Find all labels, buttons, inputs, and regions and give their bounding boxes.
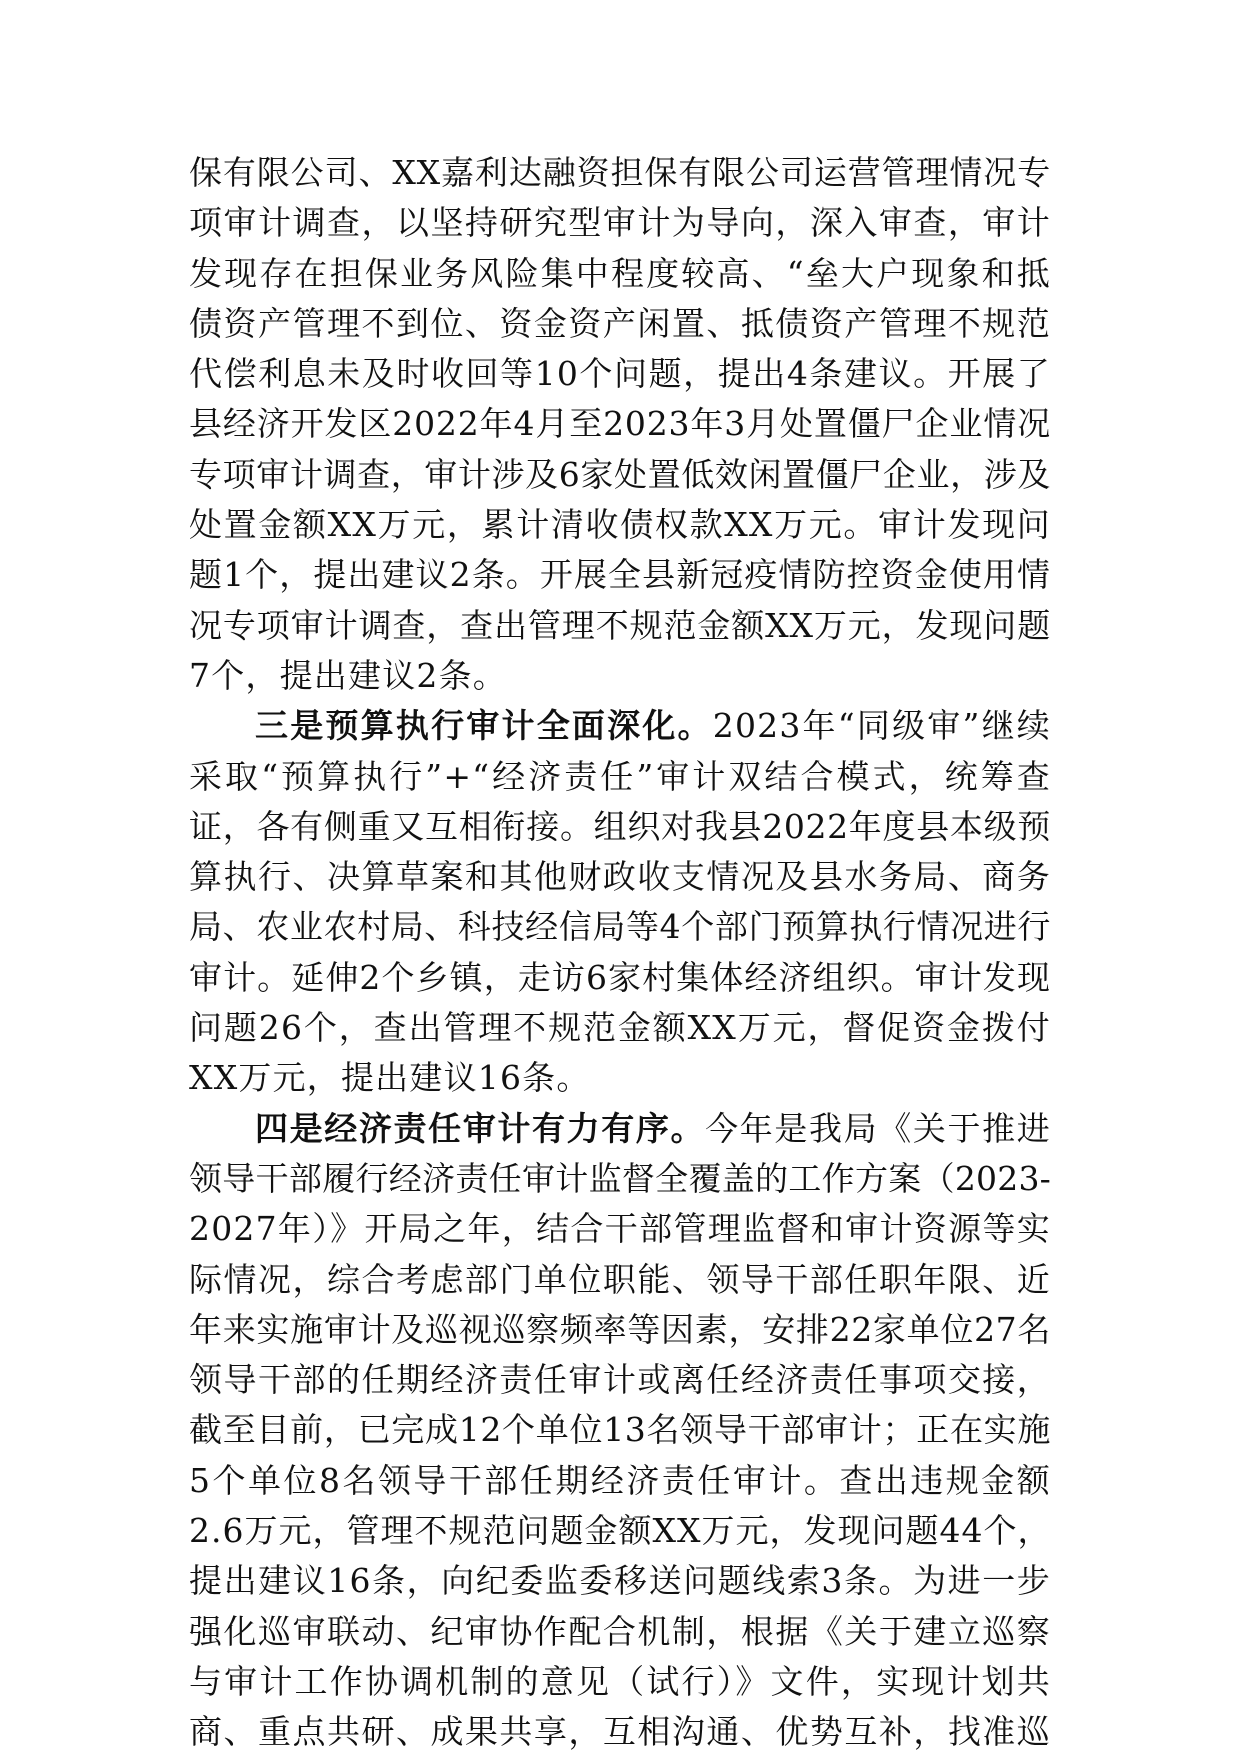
text-line: 与审计工作协调机制的意见（试行）》文件，实现计划共 [189,1661,1051,1701]
text-line: 况专项审计调查，查出管理不规范金额XX万元，发现问题 [189,605,1051,645]
text-line: 采取“预算执行”+“经济责任”审计双结合模式，统筹查 [189,756,1051,796]
text-line: 处置金额XX万元，累计清收债权款XX万元。审计发现问 [189,505,1051,545]
paragraph-economic-responsibility-audit [189,1104,1051,1758]
section-heading: 四是经济责任审计有力有序。 [255,1108,706,1148]
text-line: 代偿利息未及时收回等10个问题，提出4条建议。开展了 [189,354,1051,394]
text-line: 际情况，综合考虑部门单位职能、领导干部任职年限、近 [189,1259,1051,1299]
text-line: 年来实施审计及巡视巡察频率等因素，安排22家单位27名 [189,1309,1051,1349]
text-line: 局、农业农村局、科技经信局等4个部门预算执行情况进行 [189,907,1051,947]
text-line: 截至目前，已完成12个单位13名领导干部审计；正在实施 [189,1410,1051,1450]
text-line: 5个单位8名领导干部任期经济责任审计。查出违规金额 [189,1460,1051,1500]
text-line: 算执行、决算草案和其他财政收支情况及县水务局、商务 [189,857,1051,897]
paragraph-guarantee-audit [189,148,1051,701]
text-line: 2027年）》开局之年，结合干部管理监督和审计资源等实 [189,1209,1051,1249]
section-heading: 三是预算执行审计全面深化。 [255,706,713,746]
text-line [189,1104,1051,1154]
text-line: 证，各有侧重又互相衔接。组织对我县2022年度县本级预 [189,806,1051,846]
text-line: 发现存在担保业务风险集中程度较高、“垒大户现象和抵 [189,253,1051,293]
text-line [189,701,1051,751]
paragraph-budget-execution-audit [189,701,1051,1103]
text-line: 商、重点共研、成果共享，互相沟通、优势互补，找准巡 [189,1712,1051,1752]
text-line: 强化巡审联动、纪审协作配合机制，根据《关于建立巡察 [189,1611,1051,1651]
text-line: 领导干部的任期经济责任审计或离任经济责任事项交接， [189,1360,1051,1400]
text-line: 题1个，提出建议2条。开展全县新冠疫情防控资金使用情 [189,555,1051,595]
text-line: XX万元，提出建议16条。 [189,1058,591,1098]
text-segment: 今年是我局《关于推进 [705,1108,1051,1148]
text-line: 债资产管理不到位、资金资产闲置、抵债资产管理不规范 [189,303,1051,343]
text-line: 县经济开发区2022年4月至2023年3月处置僵尸企业情况 [189,404,1051,444]
text-line: 问题26个，查出管理不规范金额XX万元，督促资金拨付 [189,1008,1051,1048]
text-line: 专项审计调查，审计涉及6家处置低效闲置僵尸企业，涉及 [189,454,1051,494]
text-segment: 2023年“同级审”继续 [712,706,1051,746]
text-line: 7个，提出建议2条。 [189,655,507,695]
text-line: 项审计调查，以坚持研究型审计为导向，深入审查，审计 [189,203,1051,243]
text-line: 审计。延伸2个乡镇，走访6家村集体经济组织。审计发现 [189,957,1051,997]
text-line: 提出建议16条，向纪委监委移送问题线索3条。为进一步 [189,1561,1051,1601]
text-line: 领导干部履行经济责任审计监督全覆盖的工作方案（2023- [189,1158,1051,1198]
document-page [189,148,1051,1758]
text-line: 保有限公司、XX嘉利达融资担保有限公司运营管理情况专 [189,153,1051,192]
text-line: 2.6万元，管理不规范问题金额XX万元，发现问题44个， [189,1511,1052,1551]
